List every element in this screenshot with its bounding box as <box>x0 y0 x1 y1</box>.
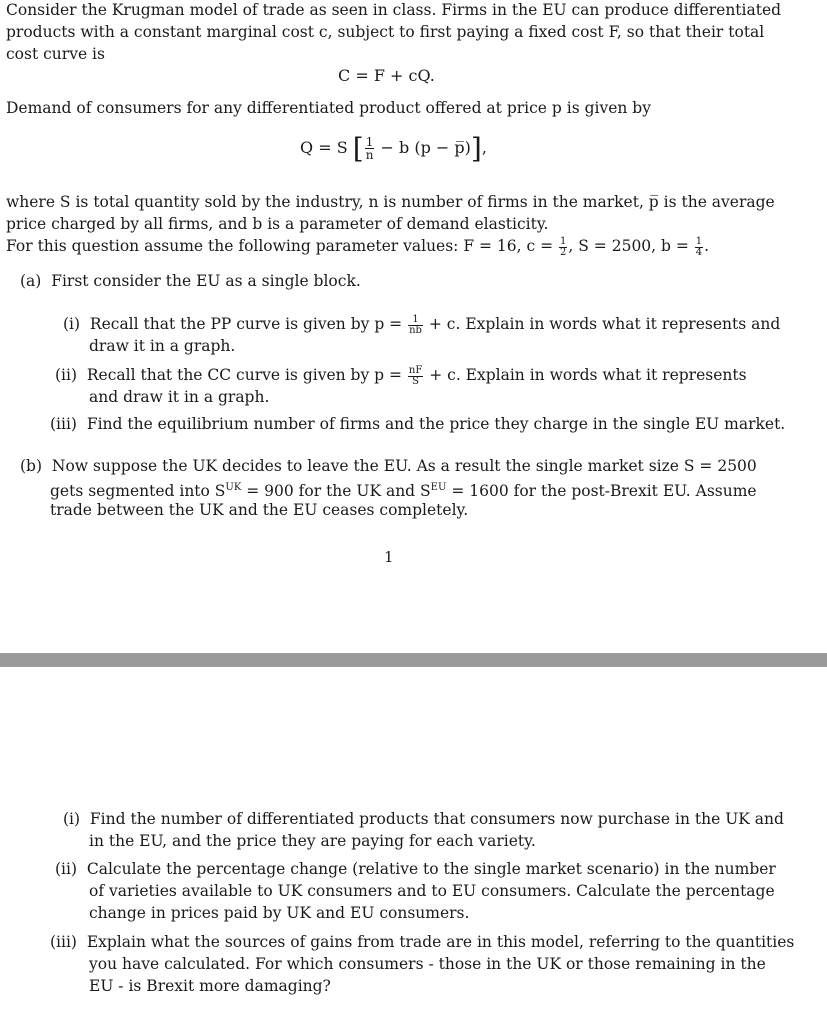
part-b <box>20 455 757 477</box>
c-frac-den: 2 <box>560 246 567 258</box>
part-b-l2-c: = 1600 for the post-Brexit EU. Assume <box>446 482 757 501</box>
cc-frac-den: S <box>412 375 420 387</box>
demand-frac-num: 1 <box>365 135 374 149</box>
c-frac-num: 1 <box>560 235 567 247</box>
intro-line-1: Consider the Krugman model of trade as seen in class. Firms in the EU can produce differentiated <box>6 1 782 19</box>
part-a-i-cont: draw it in a graph. <box>89 337 236 355</box>
b-frac-den: 4 <box>695 246 703 258</box>
part-b-iii-3: EU - is Brexit more damaging? <box>89 977 331 995</box>
assume-a: For this question assume the following parameter values: F = 16, c = <box>6 237 559 255</box>
page-2 <box>0 668 827 1024</box>
demand-eq-term: − b (p − p̅) <box>380 138 471 157</box>
part-a-text: First consider the EU as a single block. <box>51 272 361 290</box>
intro-line-3: cost curve is <box>6 45 105 63</box>
part-b-ii-2: of varieties available to UK consumers and to EU consumers. Calculate the percentage <box>89 882 775 900</box>
part-b-i-2: in the EU, and the price they are paying for each variety. <box>89 832 536 850</box>
part-a-ii-a: Recall that the CC curve is given by p = <box>86 366 407 384</box>
part-b-l2-a: gets segmented into S <box>50 482 226 501</box>
assume-end: . <box>704 237 710 255</box>
c-frac <box>559 237 567 258</box>
part-b-iii-label: (iii) <box>50 933 77 951</box>
part-b-l2-b: = 900 for the UK and S <box>241 482 431 501</box>
intro-line-2: products with a constant marginal cost c, subject to first paying a fixed cost F, so that their total <box>6 23 765 41</box>
demand-frac-den: n <box>365 148 374 162</box>
part-a-ii-cont: and draw it in a graph. <box>89 388 270 406</box>
b-frac-num: 1 <box>695 235 703 247</box>
assume-b: , S = 2500, b = <box>568 237 694 255</box>
part-a-iii <box>50 413 785 435</box>
part-a-iii-label: (iii) <box>50 415 77 433</box>
part-a-label: (a) <box>20 272 42 290</box>
demand-frac <box>365 136 375 161</box>
part-b-line-1: Now suppose the UK decides to leave the EU. As a result the single market size S = 2500 <box>51 457 757 475</box>
demand-equation: Q = S [ $\frac{1}{n}$ − b (p − p̅)], <box>300 132 487 165</box>
bracket-open: [ <box>352 132 364 165</box>
part-a <box>20 270 361 292</box>
pp-frac-den: nb <box>409 324 422 336</box>
part-b-iii-1: Explain what the sources of gains from trade are in this model, referring to the quantities <box>86 933 795 951</box>
part-b-iii-2: you have calculated. For which consumers - those in the UK or those remaining in the <box>89 955 766 973</box>
part-a-i-b: + c. Explain in words what it represents and <box>423 315 781 333</box>
page-number: 1 <box>384 548 394 566</box>
part-b-i-1: Find the number of differentiated products that consumers now purchase in the UK and <box>89 810 784 828</box>
where-line-1: where S is total quantity sold by the industry, n is number of firms in the market, p̅ is the average <box>6 193 775 211</box>
part-a-i <box>63 313 780 336</box>
assumptions <box>6 235 709 258</box>
cost-equation: C = F + cQ. <box>338 66 435 85</box>
part-b-label: (b) <box>20 457 43 475</box>
bracket-close: ] <box>470 132 482 165</box>
part-b-i <box>63 808 784 830</box>
b-frac <box>695 237 703 258</box>
part-b-iii <box>50 931 794 953</box>
part-b-ii <box>55 858 776 880</box>
cc-frac <box>408 366 423 387</box>
part-a-ii <box>55 364 747 387</box>
demand-eq-lhs: Q = S <box>300 138 348 157</box>
where-line-2: price charged by all firms, and b is a parameter of demand elasticity. <box>6 215 549 233</box>
part-a-ii-b: + c. Explain in words what it represents <box>424 366 747 384</box>
page-separator <box>0 653 827 667</box>
part-b-line-3: trade between the UK and the EU ceases completely. <box>50 501 469 519</box>
part-a-iii-text: Find the equilibrium number of firms and the price they charge in the single EU market. <box>86 415 786 433</box>
part-b-i-label: (i) <box>63 810 81 828</box>
pp-frac <box>408 315 423 336</box>
sup-uk: UK <box>225 482 242 493</box>
demand-intro: Demand of consumers for any differentiated product offered at price p is given by <box>6 99 651 117</box>
part-b-ii-1: Calculate the percentage change (relative to the single market scenario) in the number <box>86 860 776 878</box>
part-b-ii-3: change in prices paid by UK and EU consumers. <box>89 904 470 922</box>
part-b-ii-label: (ii) <box>55 860 78 878</box>
part-a-i-a: Recall that the PP curve is given by p = <box>89 315 408 333</box>
cc-frac-num: nF <box>408 364 423 376</box>
part-a-i-label: (i) <box>63 315 81 333</box>
pp-frac-num: 1 <box>408 315 423 326</box>
part-a-ii-label: (ii) <box>55 366 78 384</box>
sup-eu: EU <box>430 482 447 493</box>
